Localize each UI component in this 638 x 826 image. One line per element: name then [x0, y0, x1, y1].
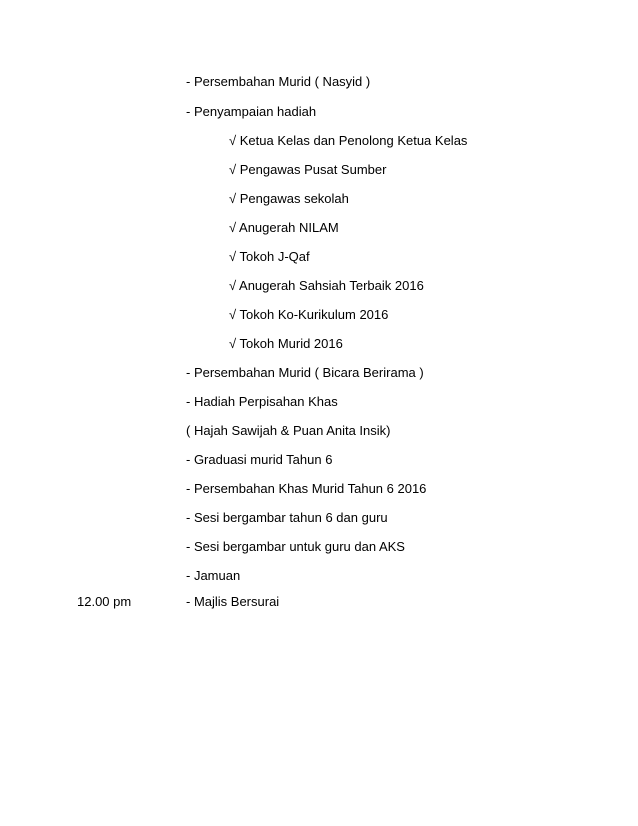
- agenda-item-sesi-bergambar-guru: - Sesi bergambar untuk guru dan AKS: [186, 539, 405, 554]
- agenda-item-jamuan: - Jamuan: [186, 568, 241, 583]
- agenda-item-persembahan-nasyid: - Persembahan Murid ( Nasyid ): [186, 74, 371, 89]
- award-item-anugerah-sahsiah: √ Anugerah Sahsiah Terbaik 2016: [229, 278, 424, 293]
- award-item-tokoh-kokurikulum: √ Tokoh Ko-Kurikulum 2016: [229, 307, 389, 322]
- award-item-tokoh-jqaf: √ Tokoh J-Qaf: [229, 249, 310, 264]
- agenda-item-persembahan-khas: - Persembahan Khas Murid Tahun 6 2016: [186, 481, 427, 496]
- agenda-item-majlis-bersurai: - Majlis Bersurai: [186, 594, 280, 609]
- agenda-item-graduasi: - Graduasi murid Tahun 6: [186, 452, 333, 467]
- award-item-anugerah-nilam: √ Anugerah NILAM: [229, 220, 339, 235]
- agenda-item-hadiah-recipients: ( Hajah Sawijah & Puan Anita Insik): [186, 423, 391, 438]
- agenda-item-bicara-berirama: - Persembahan Murid ( Bicara Berirama ): [186, 365, 424, 380]
- closing-time: 12.00 pm: [77, 594, 132, 609]
- agenda-item-penyampaian-hadiah: - Penyampaian hadiah: [186, 104, 317, 119]
- agenda-item-sesi-bergambar-tahun6: - Sesi bergambar tahun 6 dan guru: [186, 510, 388, 525]
- agenda-item-hadiah-perpisahan: - Hadiah Perpisahan Khas: [186, 394, 338, 409]
- award-item-pengawas-sekolah: √ Pengawas sekolah: [229, 191, 349, 206]
- award-item-pengawas-pusat-sumber: √ Pengawas Pusat Sumber: [229, 162, 387, 177]
- award-item-tokoh-murid: √ Tokoh Murid 2016: [229, 336, 343, 351]
- award-item-ketua-kelas: √ Ketua Kelas dan Penolong Ketua Kelas: [229, 133, 468, 148]
